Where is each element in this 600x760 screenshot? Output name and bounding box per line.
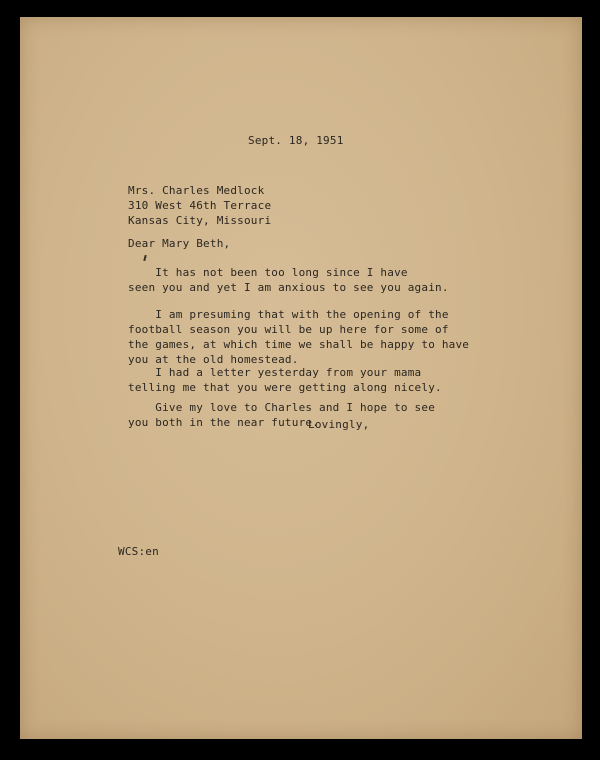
salutation: Dear Mary Beth, (128, 237, 231, 250)
letter-date: Sept. 18, 1951 (248, 134, 344, 147)
paragraph-1: It has not been too long since I have seen you and yet I am anxious to see you again. (128, 266, 449, 294)
ink-mark (143, 255, 146, 261)
reference-initials: WCS:en (118, 545, 159, 558)
recipient-city: Kansas City, Missouri (128, 214, 272, 227)
closing: Lovingly, (308, 418, 370, 431)
paragraph-4: Give my love to Charles and I hope to see you both in the near future. (128, 401, 436, 429)
letter-page (20, 17, 582, 739)
paragraph-3: I had a letter yesterday from your mama telling me that you were getting along nicely. (128, 366, 442, 394)
recipient-address (128, 183, 271, 228)
paragraph-2: I am presuming that with the opening of the football season you will be up here for some of the games, at which time we shall be happy to have you at the old homestead. (128, 308, 470, 366)
recipient-street: 310 West 46th Terrace (128, 199, 272, 212)
recipient-name: Mrs. Charles Medlock (128, 184, 265, 197)
